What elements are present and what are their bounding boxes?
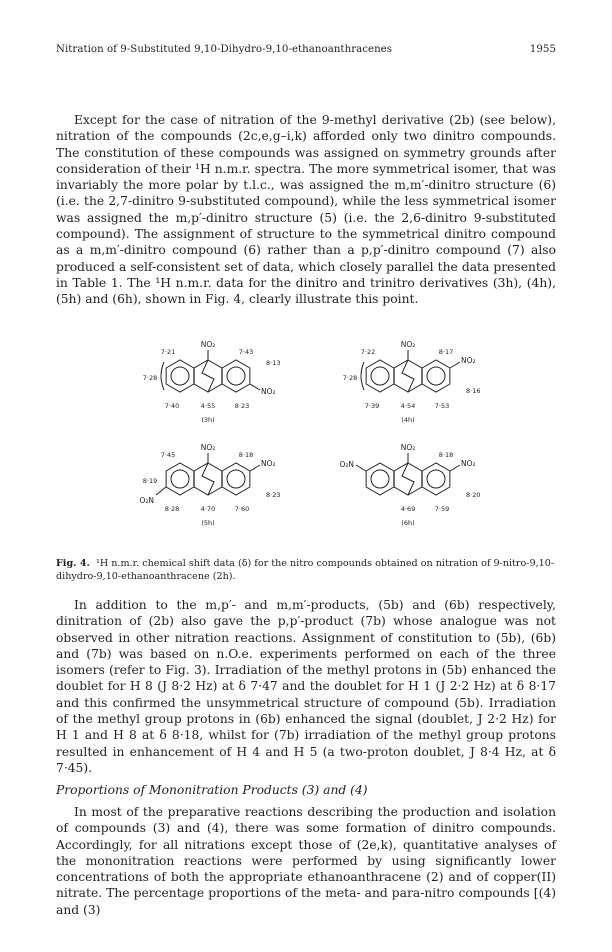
figure-4-structures [90,338,530,548]
ring-nitro-bond [250,465,260,471]
ring-nitro-bond [356,465,366,471]
caption-text: ¹H n.m.r. chemical shift data (δ) for the nitro compounds obtained on nitration of 9-nitro-9,10-dihydro-9,10-ethanoanthracene (2h). [56,558,555,582]
shift-top-left: 7·22 [360,348,376,356]
shift-right: 8·13 [266,359,281,367]
shift-left: 8·19 [142,477,158,485]
ring-nitro-label: NO₂ [261,387,276,396]
right-ring [222,360,250,392]
shift-left: 7·28 [142,374,158,382]
shift-top-left: 7·45 [160,451,176,459]
structure-6h [339,443,480,527]
compound-label: (6h) [401,519,415,527]
shift-top-right: 8·17 [438,348,454,356]
left-aromatic-circle [171,470,189,488]
shift-left: 7·28 [342,374,358,382]
right-aromatic-circle [227,367,245,385]
ring-nitro-bond [250,384,260,390]
shift-top-right: 8·18 [438,451,454,459]
structure-4h [343,340,481,424]
ring-nitro-label: O₂N [139,496,154,505]
shift-bottom-left: 8·28 [164,505,180,513]
bridgehead-nitro-label: NO₂ [200,443,216,452]
caption-label: Fig. 4. [56,558,90,569]
shift-bottom-mid: 4·55 [200,402,216,410]
shift-right: 8·23 [266,491,281,499]
paragraph-dinitro-assignment: Except for the case of nitration of the 9-methyl derivative (2b) (see below), nitration of the compounds (2c,e,g–i,k) afforded only two dinitro compounds. The constitution of these compounds was assigned on symmetry grounds after consideration of their ¹H n.m.r. spectra. The more symmetrical isomer, that was invariably the more polar by t.l.c., was assigned the m,m′-dinitro structure (6) (i.e. the 2,7-dinitro 9-substituted compound), while the less symmetrical isomer was assigned the m,p′-dinitro structure (5) (i.e. the 2,6-dinitro 9-substituted compound). The assignment of structure to the symmetrical dinitro compound as a m,m′-dinitro compound (6) rather than a p,p′-dinitro compound (7) also produced a self-consistent set of data, which closely parallel the data presented in Table 1. The ¹H n.m.r. data for the dinitro and trinitro derivatives (3h), (4h), (5h) and (6h), shown in Fig. 4, clearly illustrate this point. [56,113,556,307]
shift-top-right: 7·43 [238,348,254,356]
compound-label: (4h) [401,416,415,424]
running-title: Nitration of 9-Substituted 9,10-Dihydro-9,10-ethanoanthracenes [56,44,393,55]
page-number: 1955 [529,44,556,55]
ring-nitro-label: NO₂ [461,356,476,365]
left-aromatic-circle [171,367,189,385]
bridgehead-nitro-label: NO₂ [200,340,216,349]
right-aromatic-circle [427,470,445,488]
left-ring [366,463,394,495]
shift-bottom-left: 7·40 [164,402,180,410]
left-ring [166,360,194,392]
ethano-bridge [402,360,414,392]
section-heading: Proportions of Mononitration Products (3) and (4) [56,783,368,797]
ring-nitro-bond [156,487,166,495]
right-ring [422,463,450,495]
left-bracket [361,362,364,390]
right-ring [222,463,250,495]
right-aromatic-circle [427,367,445,385]
shift-top-left: 7·21 [160,348,176,356]
shift-bottom-right: 7·59 [434,505,450,513]
shift-top-right: 8·18 [238,451,254,459]
shift-bottom-right: 7·60 [234,505,250,513]
right-aromatic-circle [227,470,245,488]
ring-nitro-label: O₂N [339,460,354,469]
shift-bottom-left: 7·39 [364,402,380,410]
paragraph-mononitration-proportions: In most of the preparative reactions describing the production and isolation of compounds (3) and (4), there was some formation of dinitro compounds. Accordingly, for all nitrations except those of (2e,k), quantitative analyses of the mononitration reactions were performed by using significantly lower concentrations of both the appropriate ethanoanthracene (2) and of copper(II) nitrate. The percentage proportions of the meta- and para-nitro compounds [(4) and (3) [56,805,556,917]
bridgehead-nitro-label: NO₂ [400,443,416,452]
ring-nitro-label: NO₂ [261,459,276,468]
left-ring [366,360,394,392]
ring-nitro-label: NO₂ [461,459,476,468]
figure-4-caption [56,557,556,583]
compound-label: (5h) [201,519,215,527]
left-bracket [161,362,164,390]
running-header [56,44,556,58]
ethano-bridge [202,360,214,392]
right-ring [422,360,450,392]
shift-right: 8·16 [466,387,481,395]
shift-bottom-right: 7·53 [434,402,450,410]
left-ring [166,463,194,495]
ring-nitro-bond [450,362,460,368]
shift-bottom-mid: 4·54 [400,402,416,410]
bridgehead-nitro-label: NO₂ [400,340,416,349]
ring-nitro-bond [450,465,460,471]
structure-5h [139,443,280,527]
structure-3h [143,340,281,424]
compound-label: (3h) [201,416,215,424]
shift-bottom-right: 8·23 [234,402,250,410]
ethano-bridge [202,463,214,495]
shift-right: 8·20 [466,491,481,499]
left-aromatic-circle [371,367,389,385]
shift-bottom-mid: 4·69 [400,505,416,513]
ethano-bridge [402,463,414,495]
paragraph-dinitration-2b: In addition to the m,p′- and m,m′-products, (5b) and (6b) respectively, dinitration of (2b) also gave the p,p′-product (7b) whose analogue was not observed in other nitration reactions. Assignment of constitution to (5b), (6b) and (7b) was based on n.O.e. experiments performed on each of the three isomers (refer to Fig. 3). Irradiation of the methyl protons in (5b) enhanced the doublet for H 8 (J 8·2 Hz) at δ 7·47 and the doublet for H 1 (J 2·2 Hz) at δ 8·17 and this confirmed the unsymmetrical structure of compound (5b). Irradiation of the methyl group protons in (6b) enhanced the signal (doublet, J 2·2 Hz) for H 1 and H 8 at δ 8·18, whilst for (7b) irradiation of the methyl group protons resulted in enhancement of H 4 and H 5 (a two-proton doublet, J 8·4 Hz, at δ 7·45). [56,598,556,775]
shift-bottom-mid: 4·70 [200,505,216,513]
left-aromatic-circle [371,470,389,488]
